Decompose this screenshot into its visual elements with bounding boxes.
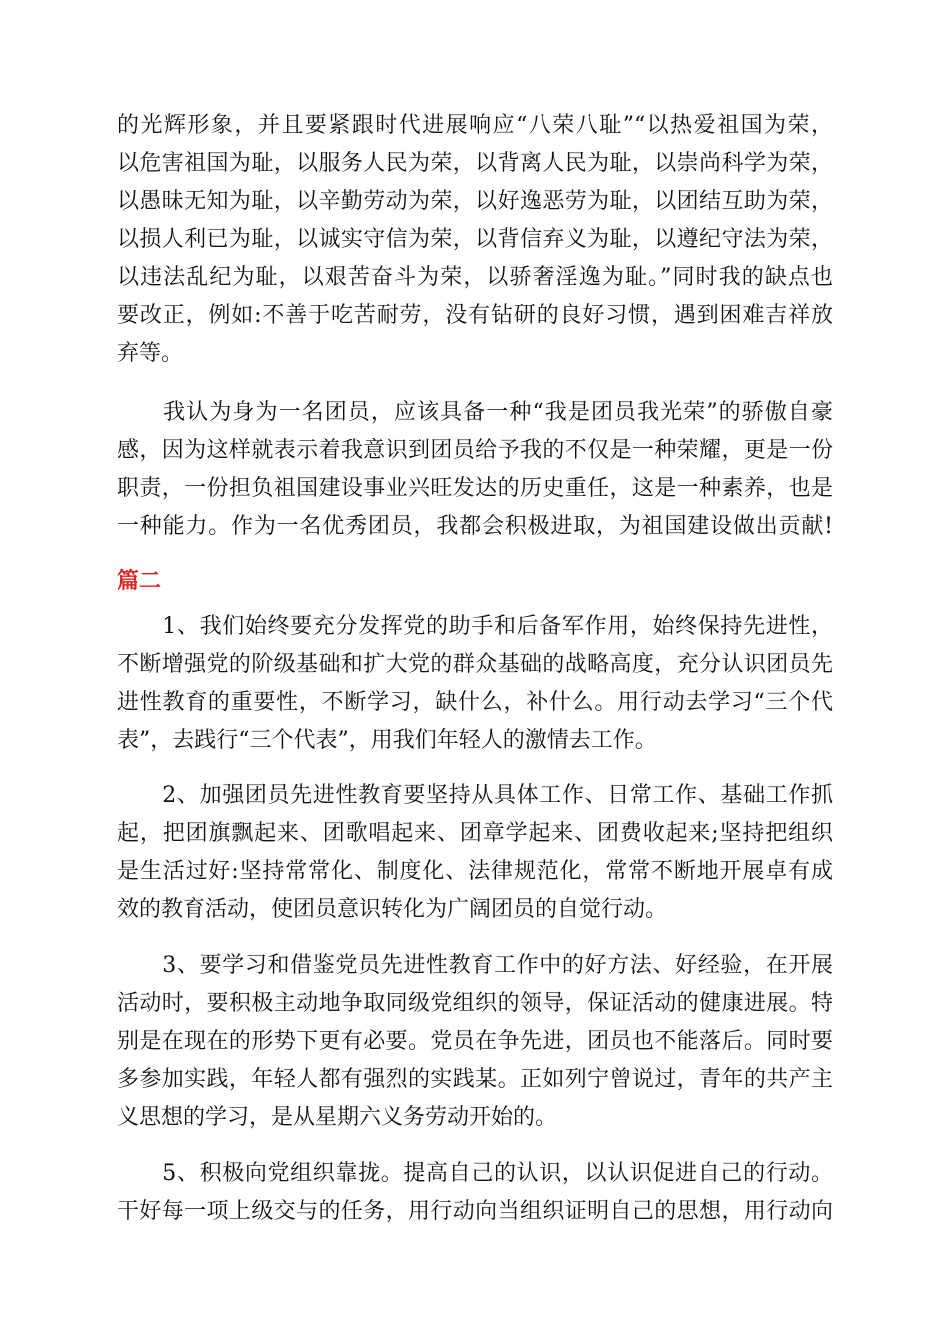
text-line: 以违法乱纪为耻，以艰苦奋斗为荣，以骄奢淫逸为耻。”同时我的缺点也: [117, 265, 833, 290]
text-line: 3、要学习和借鉴党员先进性教育工作中的好方法、好经验，在开展: [117, 953, 833, 978]
text-line: 活动时，要积极主动地争取同级党组织的领导，保证活动的健康进展。特: [117, 991, 833, 1016]
paragraph-3: [117, 608, 833, 760]
paragraph-6: [117, 1155, 833, 1231]
text-line: 以愚昧无知为耻，以辛勤劳动为荣，以好逸恶劳为耻，以团结互助为荣，: [117, 189, 833, 214]
section-heading: 篇二: [117, 569, 162, 594]
text-line: 5、积极向党组织靠拢。提高自己的认识，以认识促进自己的行动。: [117, 1161, 833, 1186]
text-line: 以损人利已为耻，以诚实守信为荣，以背信弃义为耻，以遵纪守法为荣，: [117, 227, 833, 252]
text-line: 不断增强党的阶级基础和扩大党的群众基础的战略高度，充分认识团员先: [117, 652, 833, 677]
text-line: 别是在现在的形势下更有必要。党员在争先进，团员也不能落后。同时要: [117, 1029, 833, 1054]
text-line: 职责，一份担负祖国建设事业兴旺发达的历史重任，这是一种素养，也是: [117, 476, 833, 501]
text-line: 干好每一项上级交与的任务，用行动向当组织证明自己的思想，用行动向: [117, 1199, 833, 1224]
text-line: 感，因为这样就表示着我意识到团员给予我的不仅是一种荣耀，更是一份: [117, 438, 833, 463]
text-line: 弃等。: [117, 341, 184, 366]
paragraph-5: [117, 947, 833, 1137]
text-line: 效的教育活动，使团员意识转化为广阔团员的自觉行动。: [117, 897, 668, 922]
text-line: 表”，去践行“三个代表”，用我们年轻人的激情去工作。: [117, 728, 657, 753]
text-line: 起，把团旗飘起来、团歌唱起来、团章学起来、团费收起来;坚持把组织: [117, 821, 833, 846]
text-line: 一种能力。作为一名优秀团员，我都会积极进取，为祖国建设做出贡献!: [117, 514, 833, 539]
text-line: 2、加强团员先进性教育要坚持从具体工作、日常工作、基础工作抓: [117, 783, 833, 808]
paragraph-4: [117, 777, 833, 929]
text-line: 1、我们始终要充分发挥党的助手和后备军作用，始终保持先进性，: [117, 614, 833, 639]
text-line: 以危害祖国为耻，以服务人民为荣，以背离人民为耻，以崇尚科学为荣，: [117, 151, 833, 176]
text-line: 多参加实践，年轻人都有强烈的实践某。正如列宁曾说过，青年的共产主: [117, 1067, 833, 1092]
text-line: 义思想的学习，是从星期六义务劳动开始的。: [117, 1105, 558, 1130]
text-line: 我认为身为一名团员，应该具备一种“我是团员我光荣”的骄傲自豪: [117, 400, 833, 425]
text-line: 是生活过好:坚持常常化、制度化、法律规范化，常常不断地开展卓有成: [117, 859, 833, 884]
paragraph-1: [117, 107, 833, 373]
text-line: 进性教育的重要性，不断学习，缺什么，补什么。用行动去学习“三个代: [117, 690, 833, 715]
paragraph-2: [117, 394, 833, 546]
text-line: 要改正，例如:不善于吃苦耐劳，没有钻研的良好习惯，遇到困难吉祥放: [117, 303, 833, 328]
text-line: 的光辉形象，并且要紧跟时代进展响应“八荣八耻”“以热爱祖国为荣，: [117, 113, 833, 138]
